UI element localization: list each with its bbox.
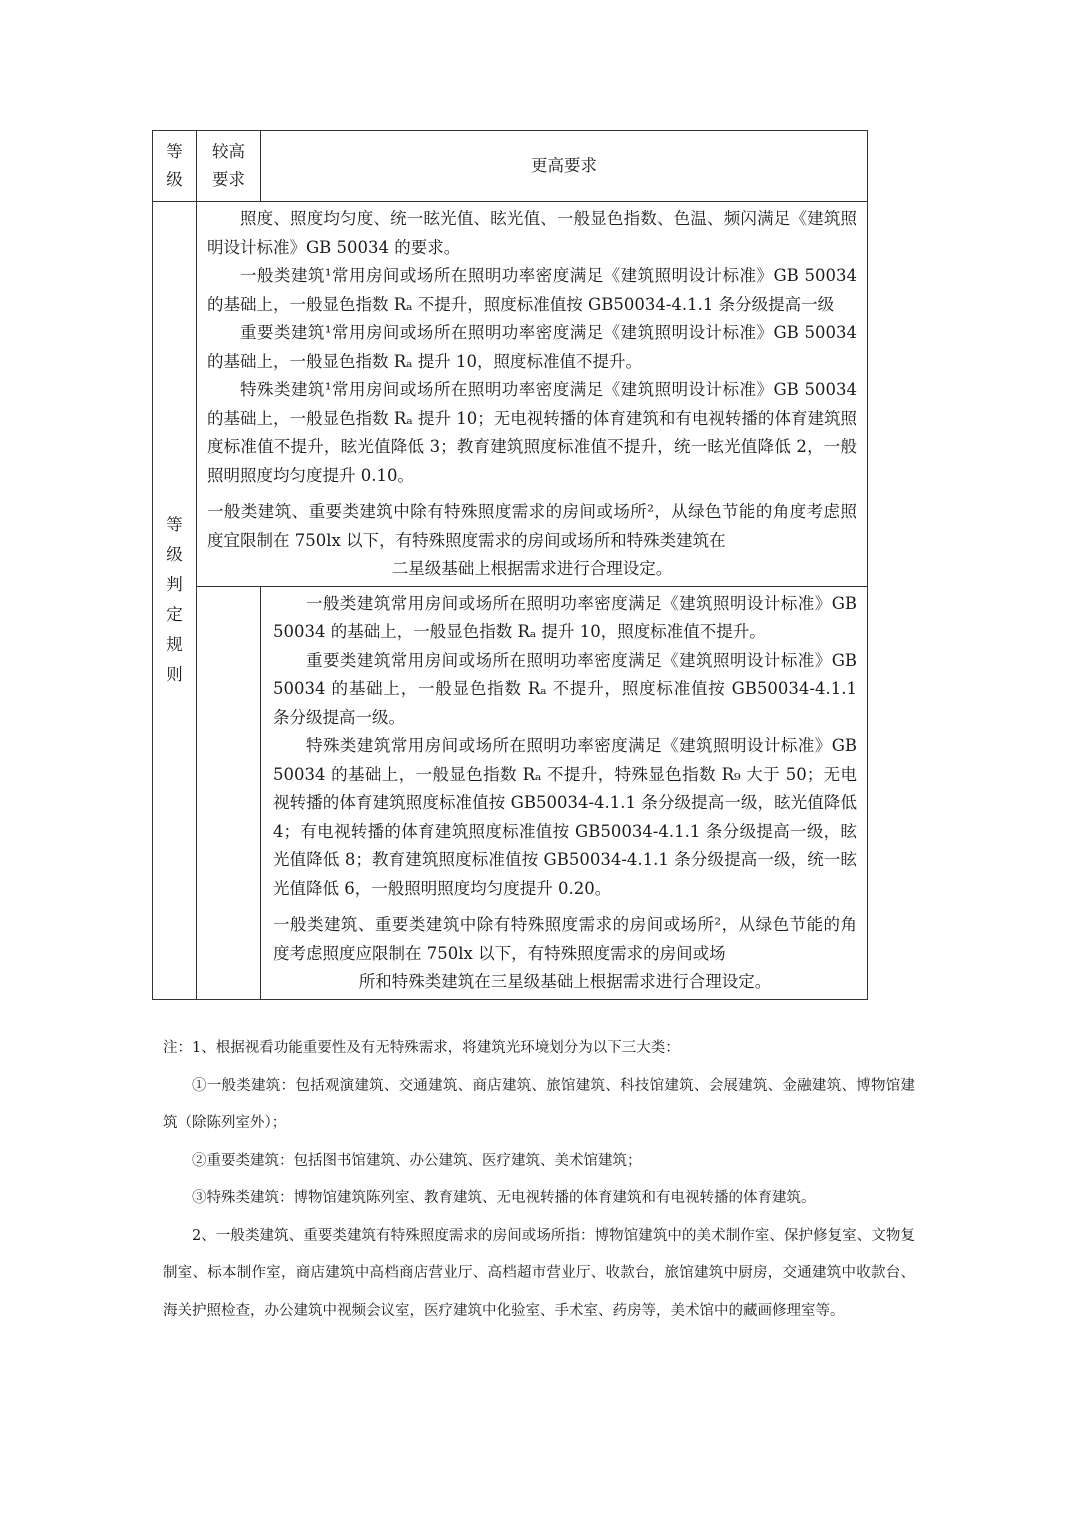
header-grade: 等级 xyxy=(153,131,197,202)
higher-para-2: 一般类建筑¹常用房间或场所在照明功率密度满足《建筑照明设计标准》GB 50034 的基础上，一般显色指数 Rₐ 不提升，照度标准值按 GB50034-4.1.1 条分级提高一级 xyxy=(207,266,857,314)
highest-closing-center: 所和特殊类建筑在三星级基础上根据需求进行合理设定。 xyxy=(358,972,772,991)
note-1-item-special: ③特殊类建筑：博物馆建筑陈列室、教育建筑、无电视转播的体育建筑和有电视转播的体育建筑。 xyxy=(192,1190,816,1206)
note-1-title: 注：1、根据视看功能重要性及有无特殊需求，将建筑光环境划分为以下三大类： xyxy=(163,1040,680,1056)
higher-para-1: 照度、照度均匀度、统一眩光值、眩光值、一般显色指数、色温、频闪满足《建筑照明设计标准》GB 50034 的要求。 xyxy=(207,209,857,257)
note-1-item-general: ①一般类建筑：包括观演建筑、交通建筑、商店建筑、旅馆建筑、科技馆建筑、会展建筑、金融建筑、博物馆建筑（除陈列室外）； xyxy=(163,1077,915,1131)
footnotes xyxy=(163,1030,915,1330)
higher-para-4: 特殊类建筑¹常用房间或场所在照明功率密度满足《建筑照明设计标准》GB 50034 的基础上，一般显色指数 Rₐ 提升 10；无电视转播的体育建筑和有电视转播的体育建筑照度标准值不提升，眩光值降低 3；教育建筑照度标准值不提升，统一眩光值降低 2，一般照明照度均匀度提升 0.10。 xyxy=(207,380,857,485)
note-2: 2、一般类建筑、重要类建筑有特殊照度需求的房间或场所指：博物馆建筑中的美术制作室、保护修复室、文物复制室、标本制作室，商店建筑中高档商店营业厅、高档超市营业厅、收款台，旅馆建筑中厨房，交通建筑中收款台、海关护照检查，办公建筑中视频会议室，医疗建筑中化验室、手术室、药房等，美术馆中的藏画修理室等。 xyxy=(163,1227,915,1319)
side-label-grading-rules: 等 级 判 定 规 则 xyxy=(153,202,197,1000)
higher-closing-lead: 一般类建筑、重要类建筑中除有特殊照度需求的房间或场所²，从绿色节能的角度考虑照度宜限制在 750lx 以下，有特殊照度需求的房间或场所和特殊类建筑在 xyxy=(207,502,857,550)
higher-requirement-content xyxy=(197,202,868,587)
highest-para-2: 重要类建筑常用房间或场所在照明功率密度满足《建筑照明设计标准》GB 50034 的基础上，一般显色指数 Rₐ 不提升，照度标准值按 GB50034-4.1.1 条分级提高一级。 xyxy=(273,650,857,727)
highest-closing-lead: 一般类建筑、重要类建筑中除有特殊照度需求的房间或场所²，从绿色节能的角度考虑照度应限制在 750lx 以下，有特殊照度需求的房间或场 xyxy=(273,915,857,963)
header-highest-requirement: 更高要求 xyxy=(261,131,868,202)
grading-rules-table xyxy=(152,130,868,1000)
header-higher-requirement: 较高要求 xyxy=(197,131,261,202)
higher-requirement-row xyxy=(153,202,868,587)
table-header-row xyxy=(153,131,868,202)
highest-para-1: 一般类建筑常用房间或场所在照明功率密度满足《建筑照明设计标准》GB 50034 的基础上，一般显色指数 Rₐ 提升 10，照度标准值不提升。 xyxy=(273,593,857,641)
highest-para-3: 特殊类建筑常用房间或场所在照明功率密度满足《建筑照明设计标准》GB 50034 的基础上，一般显色指数 Rₐ 不提升，特殊显色指数 R₉ 大于 50；无电视转播的体育建筑照度标准值按 GB50034-4.1.1 条分级提高一级，眩光值降低 4；有电视转播的体育建筑照度标准值按 GB50034-4.1.1 条分级提高一级，眩光值降低 8；教育建筑照度标准值按 GB50034-4.1.1 条分级提高一级，统一眩光值降低 6，一般照明照度均匀度提升 0.20。 xyxy=(273,736,857,898)
highest-requirement-content xyxy=(261,586,868,999)
highest-requirement-row xyxy=(153,586,868,999)
higher-closing-center: 二星级基础上根据需求进行合理设定。 xyxy=(391,559,673,578)
higher-para-3: 重要类建筑¹常用房间或场所在照明功率密度满足《建筑照明设计标准》GB 50034 的基础上，一般显色指数 Rₐ 提升 10，照度标准值不提升。 xyxy=(207,323,857,371)
note-1-item-important: ②重要类建筑：包括图书馆建筑、办公建筑、医疗建筑、美术馆建筑； xyxy=(192,1152,642,1169)
higher-empty-cell xyxy=(197,586,261,999)
